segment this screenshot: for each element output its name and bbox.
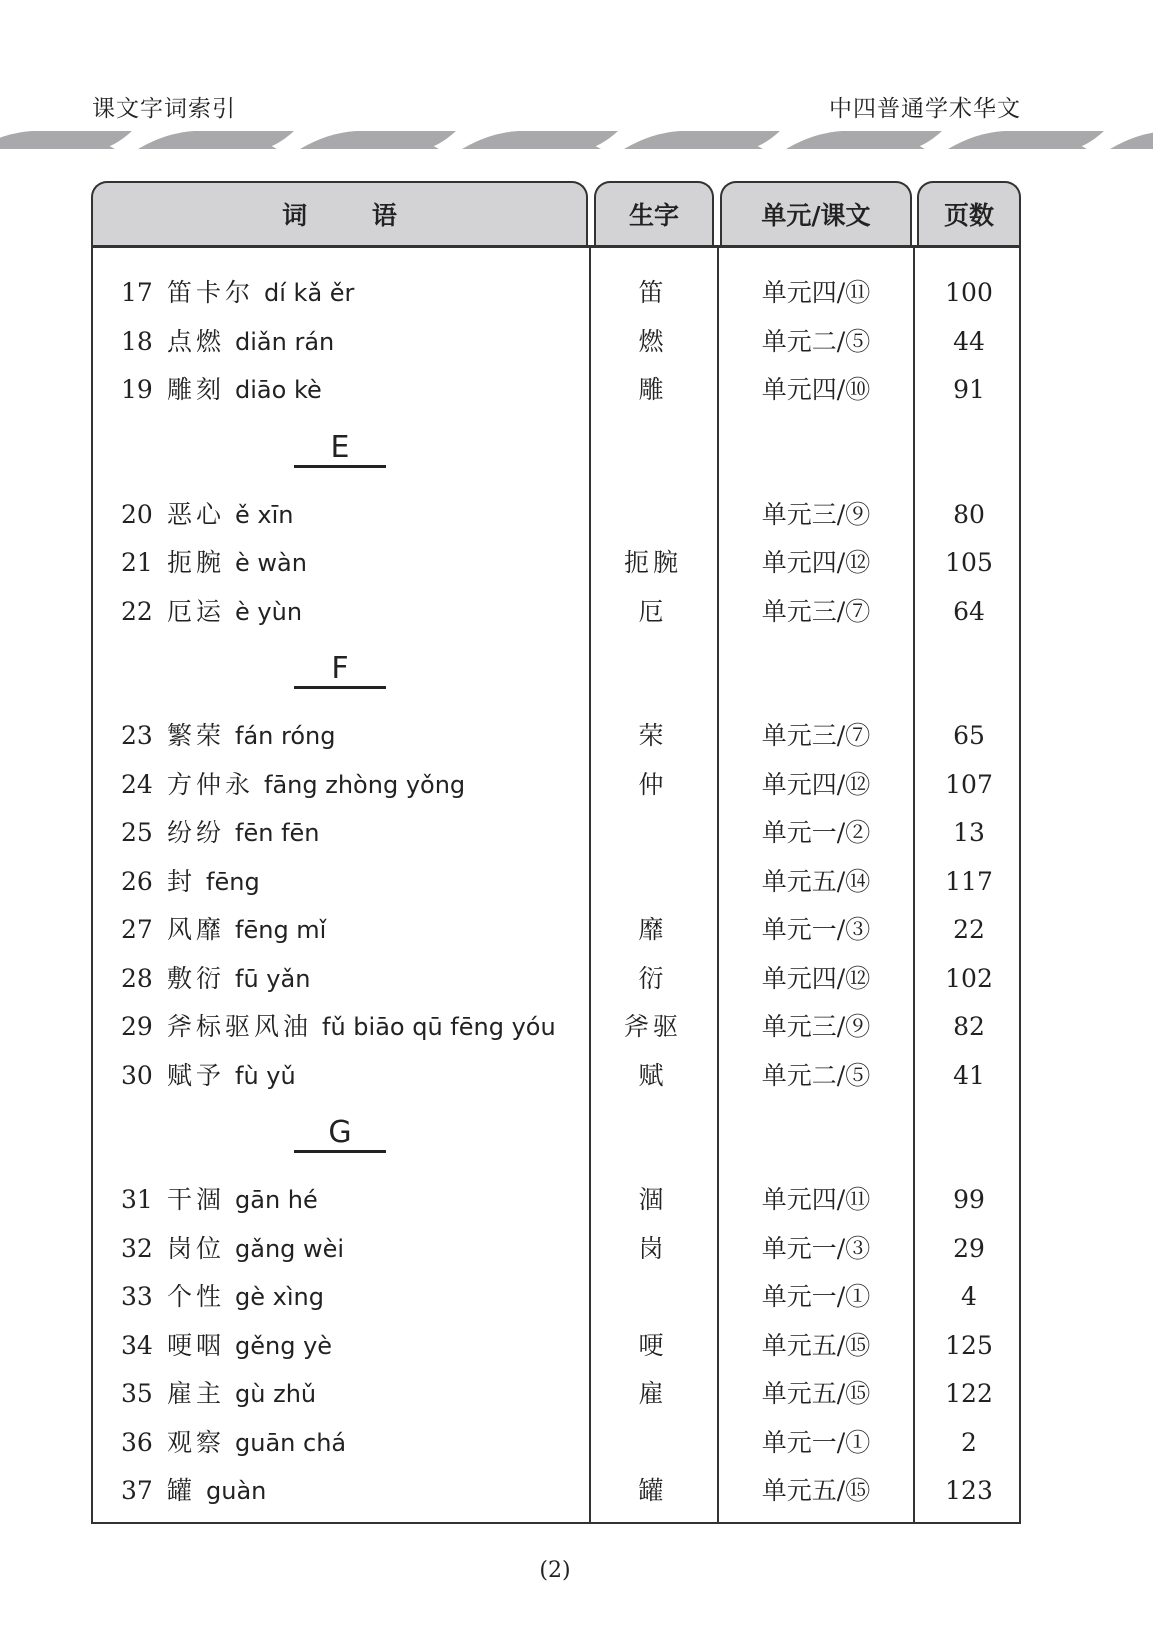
entry-unit-lesson: 单元三/⑨	[761, 1012, 871, 1041]
entry-pinyin: guān chá	[235, 1428, 347, 1457]
entry-number: 22	[121, 596, 153, 626]
entry-new-character: 雕	[638, 375, 668, 404]
entry-number: 17	[121, 278, 153, 307]
entry-page: 41	[953, 1060, 985, 1090]
entry-pinyin: fēng mǐ	[235, 916, 327, 944]
entry-chinese: 风靡	[167, 915, 226, 944]
entry-pinyin: è wàn	[235, 549, 307, 577]
entry-pinyin: gù zhǔ	[235, 1380, 317, 1408]
entry-number: 23	[121, 721, 153, 750]
entry-unit-lesson: 单元四/⑩	[761, 375, 871, 404]
entry-unit-lesson: 单元五/⑭	[761, 866, 871, 896]
column-header-new-character: 生字	[594, 181, 714, 245]
entry-word	[167, 809, 320, 858]
entry-unit-lesson: 单元三/⑦	[761, 721, 871, 750]
entry-number: 28	[121, 963, 153, 993]
entry-unit-lesson: 单元四/⑫	[761, 769, 871, 799]
table-row	[93, 539, 1019, 588]
entry-pinyin: ě xīn	[235, 500, 294, 529]
entry-number: 27	[121, 915, 153, 944]
entry-pinyin: è yùn	[235, 597, 303, 626]
entry-pinyin: diāo kè	[235, 376, 322, 404]
entry-unit-lesson: 单元一/③	[761, 915, 871, 944]
entry-word	[167, 955, 310, 1004]
entry-word	[167, 712, 335, 761]
entry-chinese: 罐	[167, 1476, 197, 1505]
entry-unit-lesson: 单元三/⑨	[761, 499, 871, 529]
entry-word	[167, 1467, 266, 1516]
entry-pinyin: fēng	[206, 867, 260, 896]
table-row	[93, 955, 1019, 1004]
table-row	[93, 858, 1019, 907]
entry-page: 105	[945, 548, 993, 577]
table-row	[93, 712, 1019, 761]
entry-number: 31	[121, 1185, 153, 1214]
entry-word	[167, 1225, 344, 1274]
entry-chinese: 方仲永	[167, 769, 255, 799]
entry-unit-lesson: 单元一/③	[761, 1233, 871, 1263]
section-letter: F	[294, 652, 386, 689]
entry-unit-lesson: 单元四/⑫	[761, 548, 871, 577]
entry-number: 26	[121, 866, 153, 896]
entry-page: 44	[953, 326, 985, 356]
table-row	[93, 1225, 1019, 1274]
entry-page: 117	[945, 866, 993, 896]
entry-word	[167, 318, 334, 367]
entry-chinese: 赋予	[167, 1060, 226, 1090]
section-heading	[93, 1100, 1019, 1176]
entry-new-character: 靡	[638, 915, 668, 944]
entry-chinese: 点燃	[167, 326, 226, 356]
entry-word	[167, 1052, 296, 1101]
entry-pinyin: diǎn rán	[235, 327, 335, 356]
entry-number: 33	[121, 1282, 153, 1311]
section-heading	[93, 636, 1019, 712]
entry-word	[167, 491, 294, 540]
entry-number: 25	[121, 818, 153, 847]
entry-page: 100	[945, 278, 993, 307]
table-row	[93, 1322, 1019, 1371]
entry-unit-lesson: 单元三/⑦	[761, 596, 871, 626]
entry-page: 123	[945, 1476, 993, 1505]
section-heading	[93, 415, 1019, 491]
entry-word	[167, 1370, 316, 1419]
entry-number: 36	[121, 1427, 153, 1457]
entry-number: 21	[121, 548, 153, 577]
entry-word	[167, 858, 260, 907]
table-row	[93, 1370, 1019, 1419]
column-header-word: 词 语	[91, 181, 588, 245]
entry-new-character: 荣	[638, 721, 668, 750]
entry-chinese: 观察	[167, 1427, 226, 1457]
entry-word	[167, 1322, 332, 1371]
entry-chinese: 岗位	[167, 1233, 226, 1263]
column-header-page: 页数	[917, 181, 1021, 245]
entry-chinese: 封	[167, 866, 197, 896]
entry-new-character: 涸	[638, 1185, 668, 1214]
entry-new-character: 厄	[638, 596, 668, 626]
entry-page: 80	[953, 499, 985, 529]
section-letter: G	[294, 1116, 386, 1153]
entry-word	[167, 1003, 556, 1052]
entry-page: 13	[953, 818, 985, 847]
entry-word	[167, 906, 326, 955]
entry-new-character: 赋	[638, 1060, 668, 1090]
entry-page: 122	[945, 1379, 993, 1408]
table-row	[93, 588, 1019, 637]
entry-new-character: 罐	[638, 1476, 668, 1505]
column-header-unit-lesson: 单元/课文	[720, 181, 912, 245]
entry-new-character: 雇	[638, 1379, 668, 1408]
entry-chinese: 笛卡尔	[167, 278, 255, 307]
table-row	[93, 906, 1019, 955]
running-header-left: 课文字词索引	[92, 96, 236, 122]
entry-page: 2	[961, 1427, 977, 1457]
entry-unit-lesson: 单元一/②	[761, 818, 871, 847]
entry-number: 24	[121, 769, 153, 799]
table-row	[93, 1419, 1019, 1468]
entry-chinese: 雇主	[167, 1379, 226, 1408]
entry-number: 19	[121, 375, 153, 404]
entry-chinese: 干涸	[167, 1185, 226, 1214]
entry-chinese: 厄运	[167, 596, 226, 626]
entry-page: 82	[953, 1012, 985, 1041]
decorative-wave-band	[0, 131, 1153, 149]
entry-page: 64	[953, 596, 985, 626]
entry-new-character: 仲	[638, 769, 668, 799]
entry-chinese: 繁荣	[167, 721, 226, 750]
entry-number: 30	[121, 1060, 153, 1090]
table-row	[93, 318, 1019, 367]
entry-new-character: 衍	[638, 963, 668, 993]
entry-pinyin: gǎng wèi	[235, 1234, 345, 1263]
entry-word	[167, 761, 465, 810]
entry-pinyin: fán róng	[235, 722, 336, 750]
table-row	[93, 1467, 1019, 1516]
entry-page: 22	[953, 915, 985, 944]
entry-unit-lesson: 单元四/⑪	[761, 278, 871, 307]
running-header-right: 中四普通学术华文	[829, 96, 1021, 122]
entry-chinese: 斧标驱风油	[167, 1012, 313, 1041]
entry-pinyin: fū yǎn	[235, 964, 311, 993]
entry-page: 102	[945, 963, 993, 993]
entry-word	[167, 1419, 346, 1468]
entry-unit-lesson: 单元一/①	[761, 1282, 871, 1311]
table-row	[93, 761, 1019, 810]
entry-number: 18	[121, 326, 153, 356]
entry-unit-lesson: 单元二/⑤	[761, 1060, 871, 1090]
table-row	[93, 1052, 1019, 1101]
entry-number: 37	[121, 1476, 153, 1505]
entry-page: 99	[953, 1185, 985, 1214]
entry-chinese: 敷衍	[167, 963, 226, 993]
entry-pinyin: gè xìng	[235, 1283, 324, 1311]
entry-word	[167, 269, 354, 318]
table-row	[93, 1003, 1019, 1052]
entry-chinese: 雕刻	[167, 375, 226, 404]
table-row	[93, 1176, 1019, 1225]
entry-number: 20	[121, 499, 153, 529]
entry-word	[167, 366, 322, 415]
table-row	[93, 491, 1019, 540]
entry-word	[167, 1176, 318, 1225]
entry-number: 34	[121, 1330, 153, 1360]
entry-new-character: 斧驱	[623, 1012, 682, 1041]
entry-pinyin: gān hé	[235, 1186, 318, 1214]
table-row	[93, 366, 1019, 415]
entry-word	[167, 1273, 324, 1322]
entry-pinyin: fēn fēn	[235, 819, 320, 847]
entry-word	[167, 539, 307, 588]
entry-unit-lesson: 单元一/①	[761, 1427, 871, 1457]
entry-chinese: 扼腕	[167, 548, 226, 577]
entry-unit-lesson: 单元四/⑪	[761, 1185, 871, 1214]
page-number: (2)	[539, 1558, 571, 1583]
entry-pinyin: fǔ biāo qū fēng yóu	[322, 1013, 556, 1041]
entry-pinyin: guàn	[206, 1477, 267, 1505]
entry-new-character: 笛	[638, 278, 668, 307]
entry-number: 32	[121, 1233, 153, 1263]
entry-pinyin: fāng zhòng yǒng	[264, 770, 466, 799]
entry-page: 107	[945, 769, 993, 799]
entry-unit-lesson: 单元四/⑫	[761, 963, 871, 993]
entry-page: 29	[953, 1233, 985, 1263]
entry-unit-lesson: 单元五/⑮	[761, 1379, 871, 1408]
entry-chinese: 个性	[167, 1282, 226, 1311]
entry-unit-lesson: 单元五/⑮	[761, 1330, 871, 1360]
index-rows	[93, 269, 1019, 1516]
entry-unit-lesson: 单元五/⑮	[761, 1476, 871, 1505]
table-row	[93, 809, 1019, 858]
entry-number: 35	[121, 1379, 153, 1408]
entry-number: 29	[121, 1012, 153, 1041]
entry-unit-lesson: 单元二/⑤	[761, 326, 871, 356]
entry-page: 91	[953, 375, 985, 404]
entry-new-character: 哽	[638, 1330, 668, 1360]
entry-page: 65	[953, 721, 985, 750]
entry-word	[167, 588, 302, 637]
table-row	[93, 269, 1019, 318]
entry-new-character: 岗	[638, 1233, 668, 1263]
entry-page: 125	[945, 1330, 993, 1360]
entry-page: 4	[961, 1282, 977, 1311]
table-row	[93, 1273, 1019, 1322]
entry-new-character: 燃	[638, 326, 668, 356]
entry-pinyin: dí kǎ ěr	[264, 279, 355, 307]
entry-chinese: 纷纷	[167, 818, 226, 847]
entry-chinese: 恶心	[167, 499, 226, 529]
entry-pinyin: fù yǔ	[235, 1061, 296, 1090]
section-letter: E	[294, 431, 386, 468]
entry-chinese: 哽咽	[167, 1330, 226, 1360]
entry-pinyin: gěng yè	[235, 1331, 333, 1360]
entry-new-character: 扼腕	[623, 548, 682, 577]
